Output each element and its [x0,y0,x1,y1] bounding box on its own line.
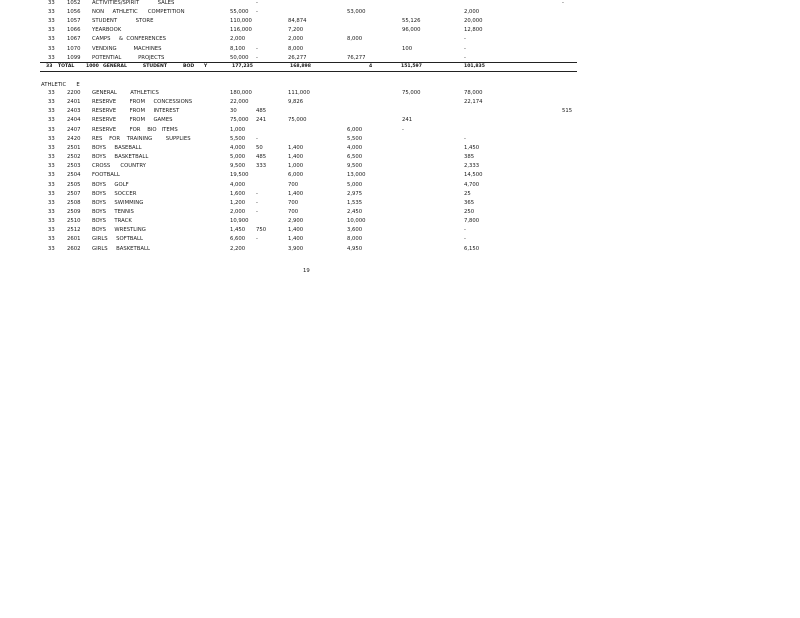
cell-c4: 5,500 [347,135,363,142]
cell-c1: 6,600 [230,236,246,243]
cell-desc: NON ATHLETIC COMPETITION [92,9,185,16]
cell-c3: 2,900 [288,218,304,225]
cell-c3: 75,000 [288,117,307,124]
cell-fund: 33 [48,208,55,215]
cell-code: 2505 [67,181,81,188]
cell-c1: 2,000 [230,208,246,215]
cell-c4: 4,950 [347,245,363,252]
cell-c2: - [256,54,258,61]
cell-c6: 4,700 [464,181,480,188]
cell-c6: 2,333 [464,163,480,170]
cell-c1: 9,500 [230,163,246,170]
cell-code: 2602 [67,245,81,252]
cell-c6: - [464,54,466,61]
cell-code: 2507 [67,190,81,197]
cell-c7: - [256,0,258,6]
cell-fund: 33 [48,154,55,161]
cell-c3: 700 [288,208,299,215]
cell-code: 2502 [67,154,81,161]
cell-desc: BOYS SOCCER [92,190,137,197]
total-cell-c6: 101,835 [464,64,485,69]
cell-c2: - [256,208,258,215]
cell-c4: 6,000 [347,126,363,133]
cell-c3: 1,400 [288,154,304,161]
cell-c5: 75,000 [402,90,421,96]
cell-desc: POTENTIAL PROJECTS [92,54,165,61]
cell-desc: BOYS WRESTLING [92,227,146,234]
cell-fund: 33 [48,27,55,34]
cell-fund: 33 [48,181,55,188]
cell-c6: - [464,36,466,43]
cell-c6: - [464,45,466,52]
cell-code: 1052 [67,0,81,6]
cell-c3: 84,874 [288,18,307,25]
cell-code: 1066 [67,27,81,34]
cell-code: 2420 [67,135,81,142]
cell-c4: 10,000 [347,218,366,225]
cell-code: 1099 [67,54,81,61]
cell-desc: GENERAL ATHLETICS [92,90,159,96]
cell-c6: - [464,135,466,142]
cell-code: 2407 [67,126,81,133]
cell-c2: - [256,45,258,52]
cell-desc: RESERVE FROM GAMES [92,117,173,124]
cell-c6: - [464,227,466,234]
cell-c3: 111,000 [288,90,310,96]
cell-c1: 116,000 [230,27,252,34]
cell-c3: 6,000 [288,172,304,179]
cell-c1: 1,000 [230,126,246,133]
cell-desc: STUDENT STORE [92,18,154,25]
cell-c1: 30 [230,108,237,115]
cell-desc: RESERVE FROM INTEREST [92,108,180,115]
cell-fund: 33 [48,199,55,206]
total-cell-c3: 168,898 [290,64,311,69]
cell-c5: - [402,126,404,133]
cell-c1: 1,600 [230,190,246,197]
cell-c4: 53,000 [347,9,366,16]
cell-c2: 485 [256,154,267,161]
cell-c3: 1,000 [288,163,304,170]
cell-fund: 33 [48,36,55,43]
cell-c3: 1,400 [288,236,304,243]
cell-c3: 1,400 [288,144,304,151]
cell-code: 2403 [67,108,81,115]
cell-c6: - [464,236,466,243]
cell-desc: RESERVE FROM CONCESSIONS [92,99,193,106]
cell-code: 2509 [67,208,81,215]
cell-code: 2404 [67,117,81,124]
cell-fund: 33 [48,18,55,25]
total-cell-c5: 151,597 [401,64,422,69]
cell-c4: 1,535 [347,199,363,206]
cell-c4: 2,975 [347,190,363,197]
cell-c2: 241 [256,117,267,124]
cell-desc: VENDING MACHINES [92,45,162,52]
cell-fund: 33 [48,90,55,96]
total-cell-desc: GENERAL STUDENT BOD Y [103,64,208,69]
cell-fund: 33 [48,218,55,225]
cell-c6: 12,800 [464,27,483,34]
cell-c6: 2,000 [464,9,480,16]
cell-c6: 25 [464,190,471,197]
cell-fund: 33 [48,227,55,234]
cell-c4: 13,000 [347,172,366,179]
cell-desc: BOYS GOLF [92,181,129,188]
cell-c2: - [256,199,258,206]
cell-code: 2508 [67,199,81,206]
total-rule-top [40,62,577,63]
cell-c6: 250 [464,208,475,215]
cell-fund: 33 [48,0,55,6]
cell-c4: 3,600 [347,227,363,234]
cell-code: 2503 [67,163,81,170]
cell-c4: 9,500 [347,163,363,170]
cell-c1: 22,000 [230,99,249,106]
cell-c9: 515 [562,108,573,115]
cell-c3: 1,400 [288,227,304,234]
cell-c4: 6,500 [347,154,363,161]
cell-c2: 333 [256,163,267,170]
cell-c6: 14,500 [464,172,483,179]
cell-c9: - [562,0,564,6]
cell-c6: 7,800 [464,218,480,225]
cell-code: 2601 [67,236,81,243]
cell-c1: 19,500 [230,172,249,179]
cell-c5: 241 [402,117,413,124]
total-cell-fund: 33 [46,64,53,69]
cell-c4: 76,277 [347,54,366,61]
cell-c5: 55,126 [402,18,421,25]
cell-code: 2512 [67,227,81,234]
cell-fund: 33 [48,135,55,142]
cell-c1: 4,000 [230,144,246,151]
cell-fund: 33 [48,144,55,151]
cell-desc: BOYS TENNIS [92,208,134,215]
cell-desc: BOYS SWIMMING [92,199,144,206]
cell-c2: - [256,190,258,197]
page-number: 19 [303,268,310,274]
cell-fund: 33 [48,126,55,133]
cell-c4: 5,000 [347,181,363,188]
cell-c3: 26,277 [288,54,307,61]
cell-c4: 8,000 [347,36,363,43]
cell-fund: 33 [48,9,55,16]
total-cell-code: 1000 [86,64,99,69]
cell-fund: 33 [48,172,55,179]
cell-desc: BOYS BASKETBALL [92,154,149,161]
cell-c1: 4,000 [230,181,246,188]
cell-c1: 1,450 [230,227,246,234]
cell-c2: 485 [256,108,267,115]
total-cell-c1: 177,235 [232,64,253,69]
cell-code: 2501 [67,144,81,151]
cell-c1: 110,000 [230,18,252,25]
cell-c4: 2,450 [347,208,363,215]
cell-code: 1056 [67,9,81,16]
cell-desc: CROSS COUNTRY [92,163,146,170]
cell-c6: 20,000 [464,18,483,25]
cell-c2: - [256,135,258,142]
cell-c6: 78,000 [464,90,483,96]
cell-code: 1057 [67,18,81,25]
cell-c6: 385 [464,154,475,161]
cell-code: 1067 [67,36,81,43]
cell-fund: 33 [48,117,55,124]
cell-c6: 22,174 [464,99,483,106]
cell-desc: RESERVE FOR BIO ITEMS [92,126,178,133]
cell-c3: 3,900 [288,245,304,252]
cell-fund: 33 [48,99,55,106]
cell-c3: 700 [288,199,299,206]
cell-c1: 5,500 [230,135,246,142]
cell-code: 2510 [67,218,81,225]
cell-c3: 8,000 [288,45,304,52]
cell-desc: YEARBOOK [92,27,122,34]
cell-desc: GIRLS SOFTBALL [92,236,143,243]
cell-c2: - [256,236,258,243]
cell-c6: 1,450 [464,144,480,151]
cell-c1: 10,900 [230,218,249,225]
cell-c1: 5,000 [230,154,246,161]
cell-c1: 2,000 [230,36,246,43]
cell-c3: 700 [288,181,299,188]
section-label: ATHLETIC E [41,82,80,88]
cell-c1: 75,000 [230,117,249,124]
cell-fund: 33 [48,108,55,115]
total-rule-bottom [40,71,577,72]
cell-c1: 55,000 [230,9,249,16]
cell-desc: BOYS BASEBALL [92,144,142,151]
cell-desc: CAMPS & CONFERENCES [92,36,166,43]
cell-c3: 9,826 [288,99,304,106]
cell-c2: 750 [256,227,267,234]
cell-desc: FOOTBALL [92,172,120,179]
cell-fund: 33 [48,163,55,170]
cell-fund: 33 [48,45,55,52]
cell-desc: GIRLS BASKETBALL [92,245,150,252]
cell-c1: 8,100 [230,45,246,52]
cell-fund: 33 [48,190,55,197]
cell-c3: 2,000 [288,36,304,43]
cell-code: 1070 [67,45,81,52]
cell-c2: - [256,9,258,16]
cell-c1: 50,000 [230,54,249,61]
cell-desc: RES FOR TRAINING SUPPLIES [92,135,191,142]
cell-c3: 1,400 [288,190,304,197]
cell-code: 2401 [67,99,81,106]
cell-fund: 33 [48,245,55,252]
cell-c6: 365 [464,199,475,206]
cell-desc: BOYS TRACK [92,218,132,225]
cell-c1: 2,200 [230,245,246,252]
cell-c5: 100 [402,45,413,52]
cell-c3: 7,200 [288,27,304,34]
cell-code: 2504 [67,172,81,179]
cell-desc: ACTIVITIES/SPIRIT SALES [92,0,175,6]
cell-c1: 180,000 [230,90,252,96]
cell-c6: 6,150 [464,245,480,252]
cell-c2: 50 [256,144,263,151]
cell-c4: 4,000 [347,144,363,151]
cell-fund: 33 [48,54,55,61]
cell-c5: 96,000 [402,27,421,34]
total-cell-c4: 4 [369,64,373,69]
cell-c1: 1,200 [230,199,246,206]
cell-code: 2200 [67,90,81,96]
cell-fund: 33 [48,236,55,243]
total-cell-label: TOTAL [58,64,75,69]
cell-c4: 8,000 [347,236,363,243]
